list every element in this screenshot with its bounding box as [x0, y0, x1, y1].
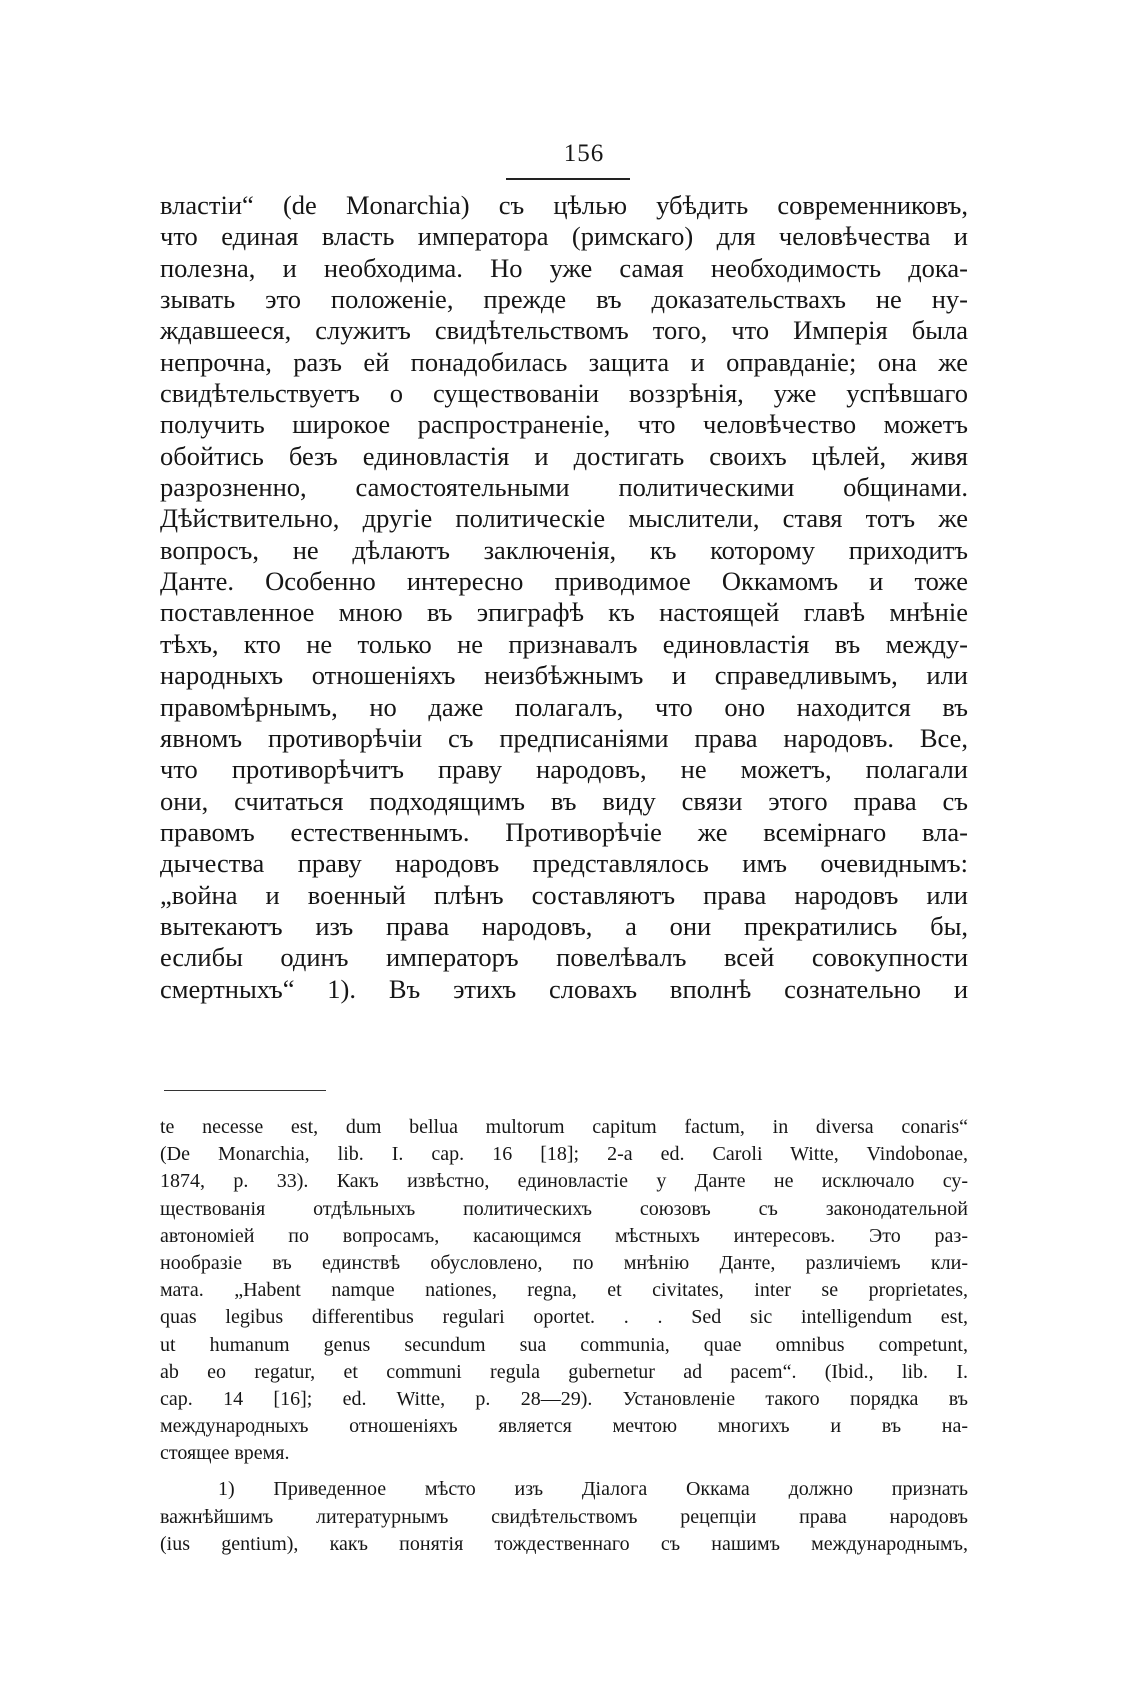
text-line: что единая власть императора (римскаго) для человѣчества и	[160, 221, 968, 252]
text-line: дычества праву народовъ представлялось имъ очевиднымъ:	[160, 848, 968, 879]
footnote-1-line: важнѣйшимъ литературнымъ свидѣтельствомъ рецепціи права народовъ	[160, 1505, 968, 1528]
text-line: ждавшееся, служитъ свидѣтельствомъ того, что Имперія была	[160, 315, 968, 346]
text-line: „война и военный плѣнъ составляютъ права народовъ или	[160, 879, 968, 910]
text-line: что противорѣчитъ праву народовъ, не можетъ, полагали	[160, 754, 968, 785]
footnote-line: 1874, p. 33). Какъ извѣстно, единовластіе у Данте не исключало су-	[160, 1170, 968, 1193]
text-line: тѣхъ, кто не только не признавалъ единовластія въ между-	[160, 628, 968, 659]
text-line: получить широкое распространеніе, что человѣчество можетъ	[160, 409, 968, 440]
footnote-line: автономіей по вопросамъ, касающимся мѣстныхъ интересовъ. Это раз-	[160, 1224, 968, 1247]
footnotes	[160, 1114, 968, 1558]
text-line: свидѣтельствуетъ о существованіи воззрѣнія, уже успѣвшаго	[160, 378, 968, 409]
footnote-line: международныхъ отношеніяхъ является мечтою многихъ и въ на-	[160, 1415, 968, 1438]
header-rule	[506, 178, 630, 180]
text-line: Данте. Особенно интересно приводимое Оккамомъ и тоже	[160, 566, 968, 597]
text-line: властіи“ (de Monarchia) съ цѣлью убѣдить современниковъ,	[160, 190, 968, 220]
text-line: вопросъ, не дѣлаютъ заключенія, къ которому приходитъ	[160, 534, 968, 565]
text-line: явномъ противорѣчіи съ предписаніями права народовъ. Все,	[160, 722, 968, 753]
text-line: зывать это положеніе, прежде въ доказательствахъ не ну-	[160, 284, 968, 315]
footnote-line: нообразіе въ единствѣ обусловлено, по мнѣнію Данте, различіемъ кли-	[160, 1251, 968, 1274]
footnote-line: ab eo regatur, et communi regula gubernetur ad pacem“. (Ibid., lib. I.	[160, 1360, 968, 1383]
text-line: разрозненно, самостоятельными политическими общинами.	[160, 472, 968, 503]
text-line: еслибы одинъ императоръ повелѣвалъ всей совокупности	[160, 942, 968, 973]
footnote-line: quas legibus differentibus regulari oportet. . . Sed sic intelligendum est,	[160, 1306, 968, 1329]
footnote-1-line: (ius gentium), какъ понятія тождественнаго съ нашимъ международнымъ,	[160, 1532, 968, 1555]
text-line: Дѣйствительно, другіе политическіе мыслители, ставя тотъ же	[160, 503, 968, 534]
footnote-gap	[160, 1467, 968, 1476]
footnote-line: (De Monarchia, lib. I. cap. 16 [18]; 2-a ed. Caroli Witte, Vindobonae,	[160, 1143, 968, 1166]
text-line: правомъ естественнымъ. Противорѣчіе же всемірнаго вла-	[160, 816, 968, 847]
text-line: правомѣрнымъ, но даже полагалъ, что оно находится въ	[160, 691, 968, 722]
footnote-line: cap. 14 [16]; ed. Witte, p. 28—29). Установленіе такого порядка въ	[160, 1387, 968, 1410]
main-text	[160, 190, 968, 1005]
footnote-1-line: 1) Приведенное мѣсто изъ Діалога Оккама должно признать	[218, 1478, 968, 1501]
footnote-line: стоящее время.	[160, 1442, 290, 1465]
footnote-line: мата. „Habent namque nationes, regna, et civitates, inter se proprietates,	[160, 1279, 968, 1302]
footnote-line: te necesse est, dum bellua multorum capitum factum, in diversa conaris“	[160, 1116, 968, 1138]
text-line: обойтись безъ единовластія и достигать своихъ цѣлей, живя	[160, 440, 968, 471]
text-line: поставленное мною въ эпиграфѣ къ настоящей главѣ мнѣніе	[160, 597, 968, 628]
footnote-rule	[164, 1090, 326, 1091]
text-line: смертныхъ“ 1). Въ этихъ словахъ вполнѣ сознательно и	[160, 973, 968, 1004]
text-line: народныхъ отношеніяхъ неизбѣжнымъ и справедливымъ, или	[160, 660, 968, 691]
text-line: вытекаютъ изъ права народовъ, а они прекратились бы,	[160, 910, 968, 941]
text-line: полезна, и необходима. Но уже самая необходимость дока-	[160, 252, 968, 283]
footnote-line: ut humanum genus secundum sua communia, quae omnibus competunt,	[160, 1333, 968, 1356]
page-number: 156	[563, 140, 605, 167]
footnote-line: ществованія отдѣльныхъ политическихъ союзовъ съ законодательной	[160, 1197, 968, 1220]
text-line: они, считаться подходящимъ въ виду связи этого права съ	[160, 785, 968, 816]
text-line: непрочна, разъ ей понадобилась защита и оправданіе; она же	[160, 346, 968, 377]
